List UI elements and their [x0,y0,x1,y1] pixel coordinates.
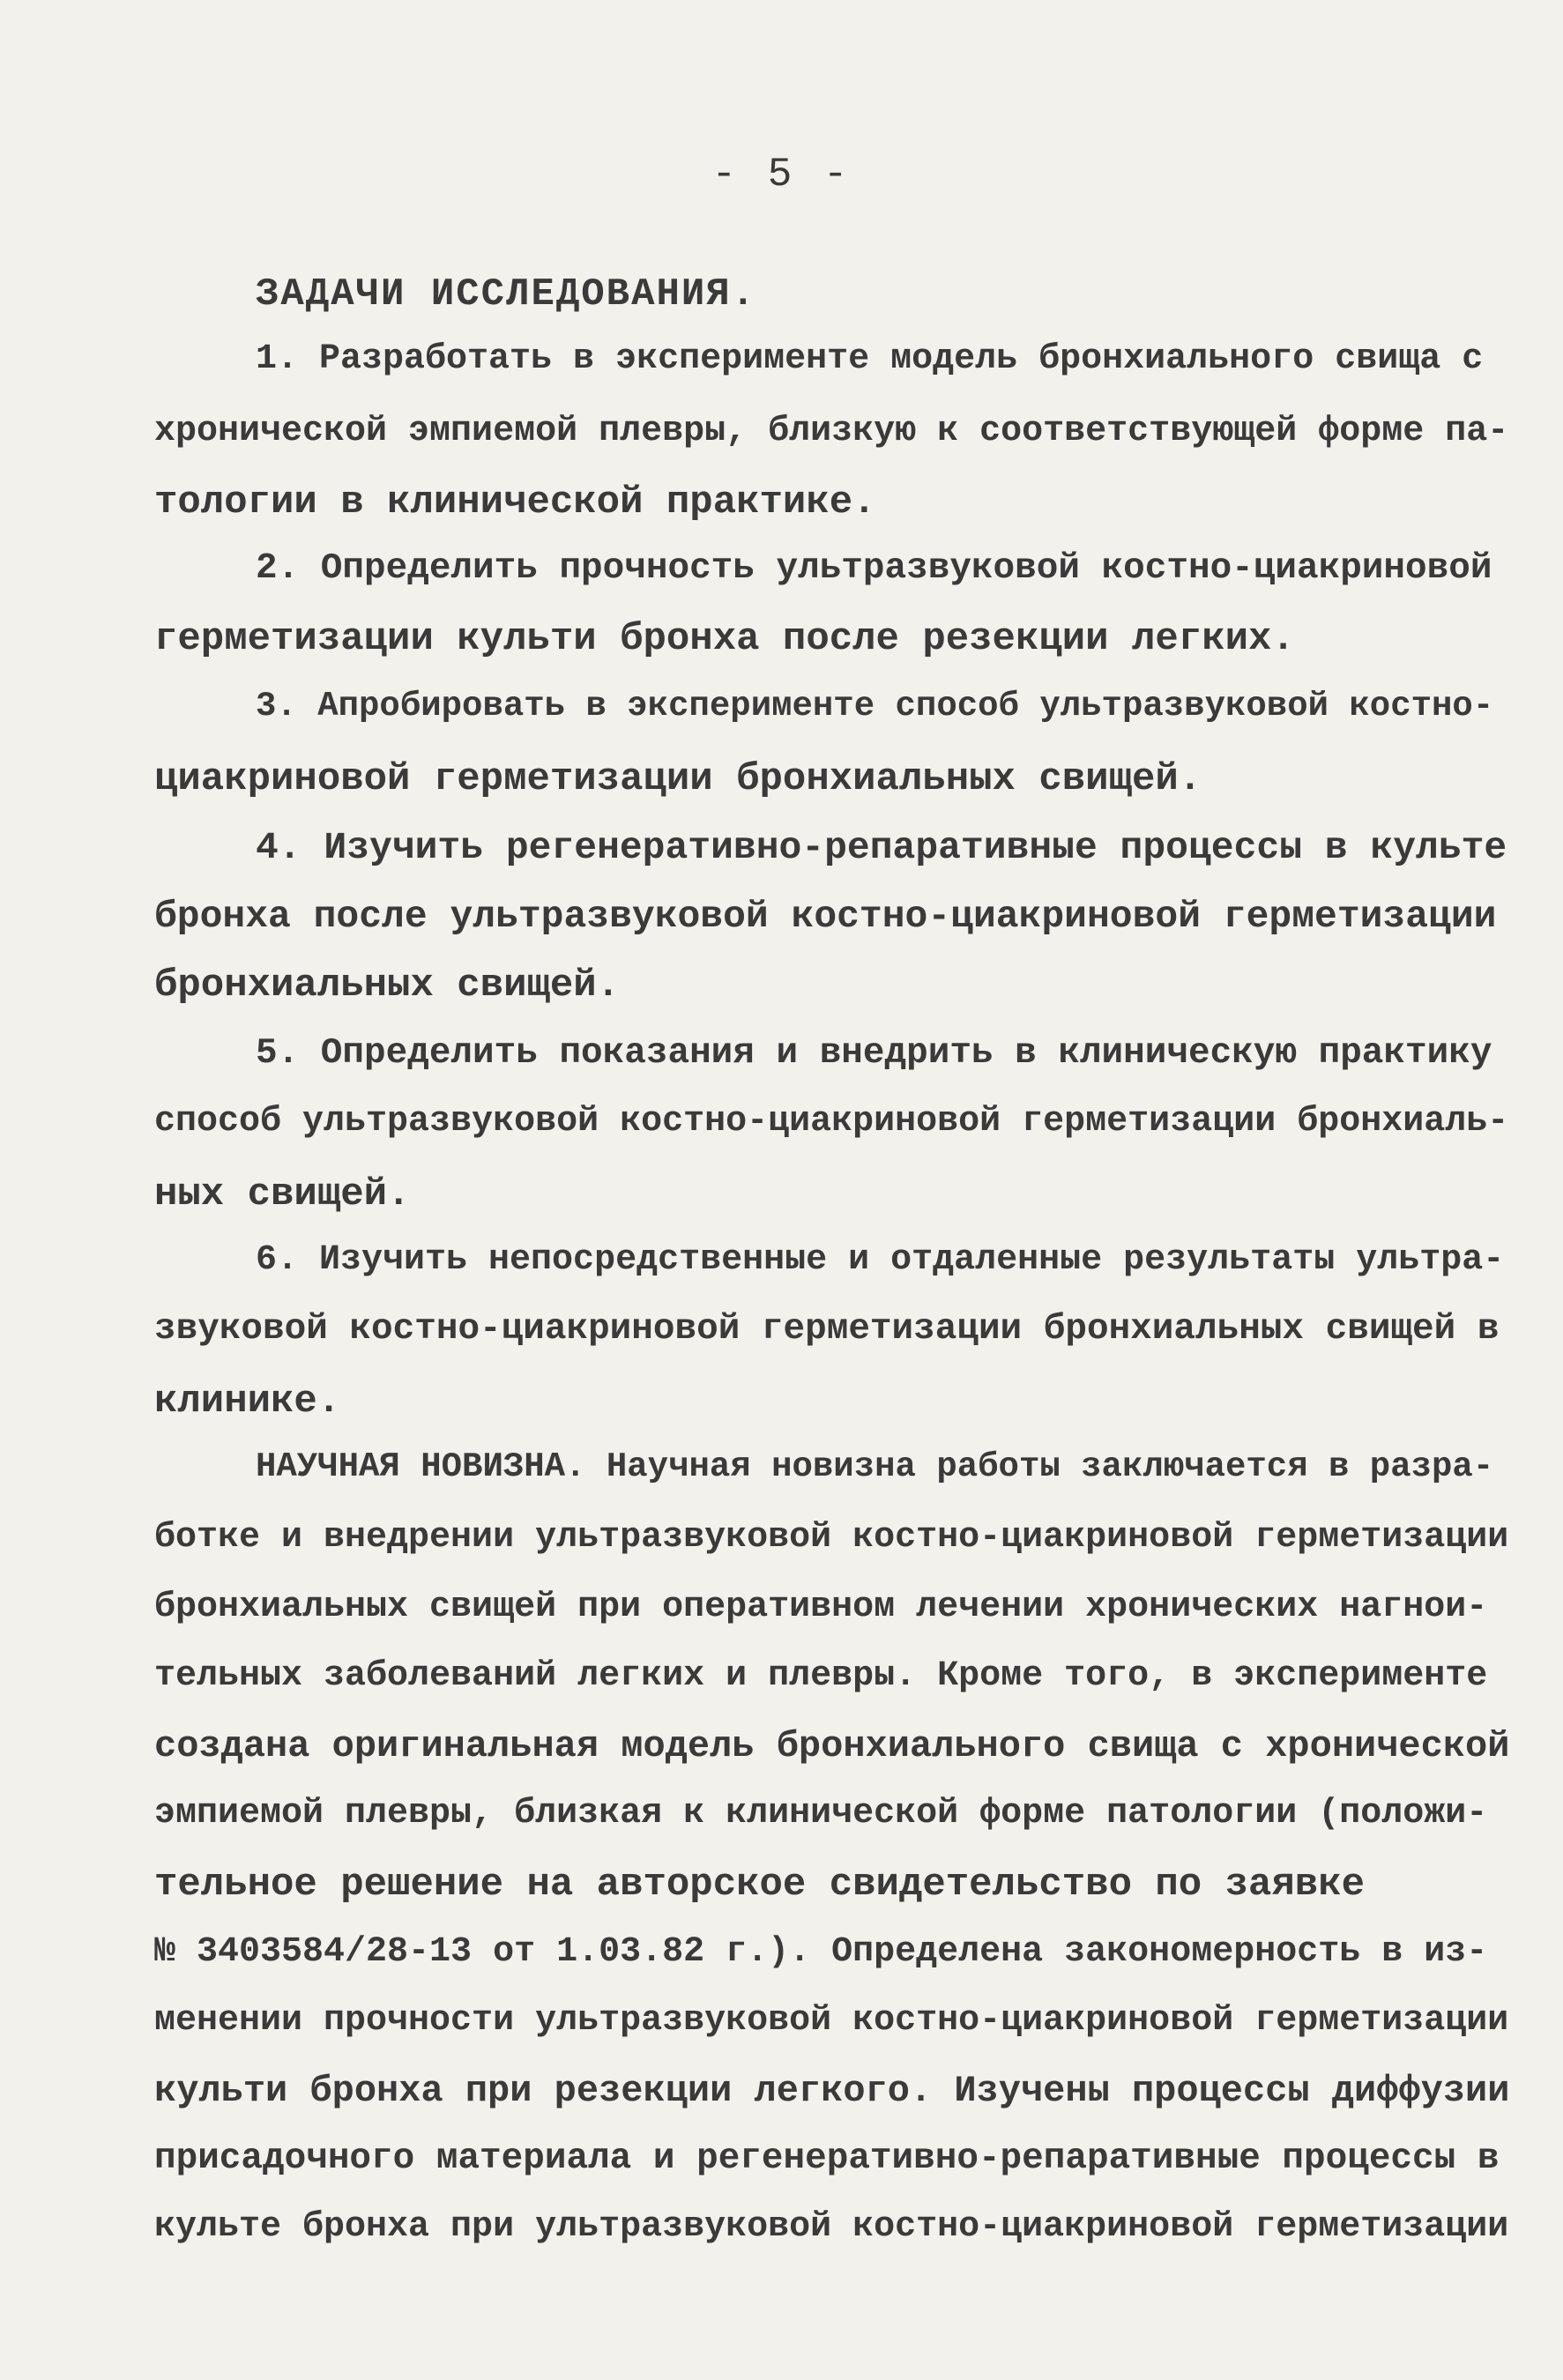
text-line: ботке и внедрении ультразвуковой костно-циакриновой герметизации [154,1518,1509,1558]
text-line: 4. Изучить регенеративно-репаративные процессы в культе [256,826,1507,869]
text-line: тельное решение на авторское свидетельство по заявке [154,1863,1366,1907]
text-line: присадочного материала и регенеративно-репаративные процессы в [154,2138,1500,2179]
text-line: 3. Апробировать в эксперименте способ ультразвуковой костно- [256,687,1494,725]
text-line: звуковой костно-циакриновой герметизации бронхиальных свищей в [154,1309,1500,1350]
text-line: культи бронха при резекции легкого. Изучены процессы диффузии [154,2070,1510,2112]
text-line: ных свищей. [154,1172,411,1216]
text-line: бронха после ультразвуковой костно-циакриновой герметизации [154,895,1497,938]
text-line: 6. Изучить непосредственные и отдаленные результаты ультра- [256,1240,1505,1280]
text-line: эмпиемой плевры, близкая к клинической форме патологии (положи- [154,1794,1488,1833]
text-line: 2. Определить прочность ультразвуковой костно-циакриновой [256,548,1492,589]
text-line: бронхиальных свищей при оперативном лечении хронических нагнои- [154,1588,1488,1627]
text-line: № 3403584/28-13 от 1.03.82 г.). Определена закономерность в из- [154,1932,1488,1972]
text-line: 1. Разработать в эксперименте модель бронхиального свища с [256,339,1484,379]
text-line: клинике. [154,1380,341,1424]
page-number: - 5 - [711,152,852,197]
text-line: бронхиальных свищей. [154,963,621,1008]
text-line: хронической эмпиемой плевры, близкую к соответствующей форме па- [154,412,1509,451]
text-line: создана оригинальная модель бронхиального свища с хронической [154,1725,1510,1767]
text-line: 5. Определить показания и внедрить в клиническую практику [256,1033,1492,1074]
text-line: способ ультразвуковой костно-циакриновой герметизации бронхиаль- [154,1102,1509,1142]
text-line: тологии в клинической практике. [154,480,876,524]
text-line: менении прочности ультразвуковой костно-циакриновой герметизации [154,2001,1509,2041]
section-heading-novelty: НАУЧНАЯ НОВИЗНА. Научная новизна работы заключается в разра- [256,1447,1494,1486]
text-line: тельных заболеваний легких и плевры. Кроме того, в эксперименте [154,1656,1488,1696]
text-line: герметизации культи бронха после резекции легких. [154,617,1295,661]
text-line: культе бронха при ультразвуковой костно-циакриновой герметизации [154,2207,1509,2247]
section-heading-tasks: ЗАДАЧИ ИССЛЕДОВАНИЯ. [256,272,757,316]
text-line: циакриновой герметизации бронхиальных свищей. [154,757,1202,801]
